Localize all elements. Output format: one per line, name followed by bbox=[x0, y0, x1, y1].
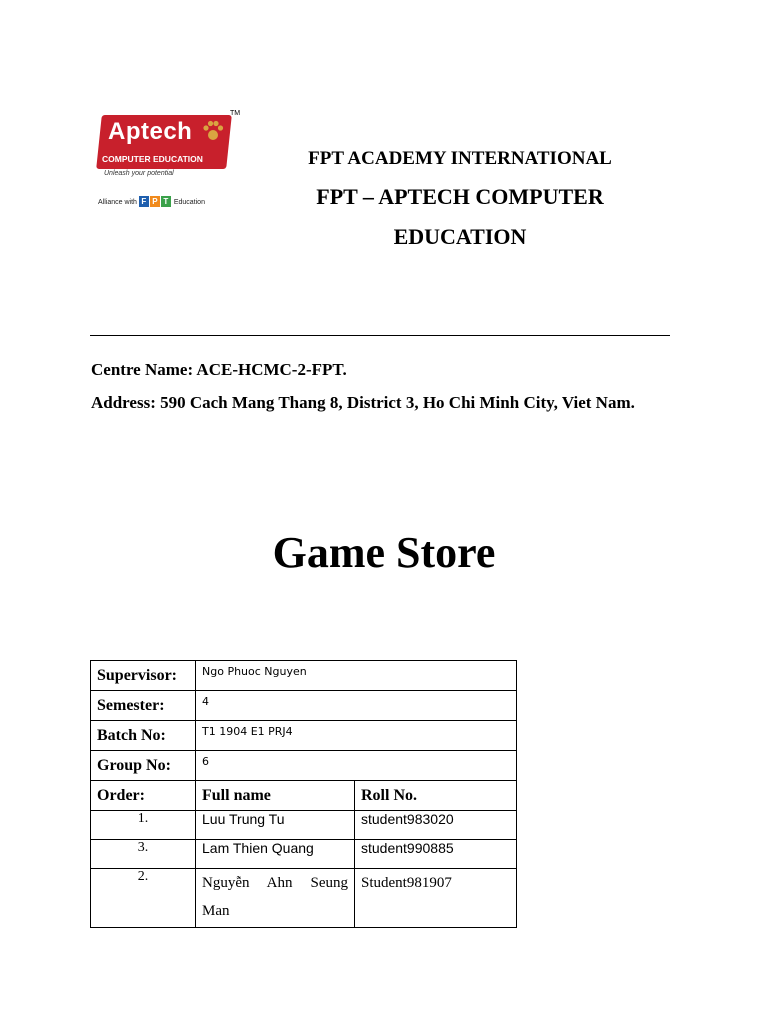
semester-value: 4 bbox=[196, 691, 517, 721]
supervisor-row bbox=[91, 661, 517, 691]
logo-brand: Aptech bbox=[108, 118, 193, 145]
alliance-prefix: Alliance with bbox=[98, 199, 137, 206]
member-name-line2: Man bbox=[202, 903, 230, 919]
group-value: 6 bbox=[196, 751, 517, 781]
centre-address: Address: 590 Cach Mang Thang 8, District 3, Ho Chi Minh City, Viet Nam. bbox=[91, 393, 635, 412]
logo-alliance bbox=[98, 196, 205, 207]
logo-tm: TM bbox=[230, 110, 241, 117]
member-order: 3. bbox=[91, 840, 196, 869]
fpt-letter-f: F bbox=[139, 196, 149, 207]
semester-label: Semester: bbox=[91, 691, 196, 721]
document-title: Game Store bbox=[272, 528, 496, 577]
org-name-line2: EDUCATION bbox=[393, 224, 527, 249]
member-name: Luu Trung Tu bbox=[196, 811, 355, 840]
project-info-table bbox=[90, 660, 517, 928]
member-roll: student990885 bbox=[355, 840, 517, 869]
logo-subtitle: COMPUTER EDUCATION bbox=[102, 154, 203, 164]
supervisor-value: Ngo Phuoc Nguyen bbox=[196, 661, 517, 691]
member-row bbox=[91, 811, 517, 840]
member-row bbox=[91, 840, 517, 869]
alliance-suffix: Education bbox=[173, 199, 205, 206]
batch-row bbox=[91, 721, 517, 751]
member-name-line1: Nguyễn Ahn Seung bbox=[202, 875, 348, 891]
horizontal-divider bbox=[90, 335, 670, 336]
fullname-header: Full name bbox=[196, 781, 355, 811]
fpt-letter-p: P bbox=[150, 196, 160, 207]
paw-icon bbox=[200, 118, 226, 144]
logo-tagline: Unleash your potential bbox=[104, 170, 174, 177]
group-label: Group No: bbox=[91, 751, 196, 781]
batch-label: Batch No: bbox=[91, 721, 196, 751]
fpt-letter-t: T bbox=[161, 196, 171, 207]
member-name bbox=[196, 869, 355, 928]
member-name: Lam Thien Quang bbox=[196, 840, 355, 869]
org-name-line1: FPT – APTECH COMPUTER bbox=[316, 184, 604, 209]
centre-name: Centre Name: ACE-HCMC-2-FPT. bbox=[91, 360, 347, 379]
academy-name: FPT ACADEMY INTERNATIONAL bbox=[308, 148, 612, 169]
member-roll: Student981907 bbox=[355, 869, 517, 928]
supervisor-label: Supervisor: bbox=[91, 661, 196, 691]
order-header: Order: bbox=[91, 781, 196, 811]
semester-row bbox=[91, 691, 517, 721]
batch-value: T1 1904 E1 PRJ4 bbox=[196, 721, 517, 751]
member-order: 1. bbox=[91, 811, 196, 840]
member-roll: student983020 bbox=[355, 811, 517, 840]
members-header-row bbox=[91, 781, 517, 811]
member-order: 2. bbox=[91, 869, 196, 928]
group-row bbox=[91, 751, 517, 781]
member-row bbox=[91, 869, 517, 928]
rollno-header: Roll No. bbox=[355, 781, 517, 811]
aptech-logo bbox=[94, 110, 254, 215]
